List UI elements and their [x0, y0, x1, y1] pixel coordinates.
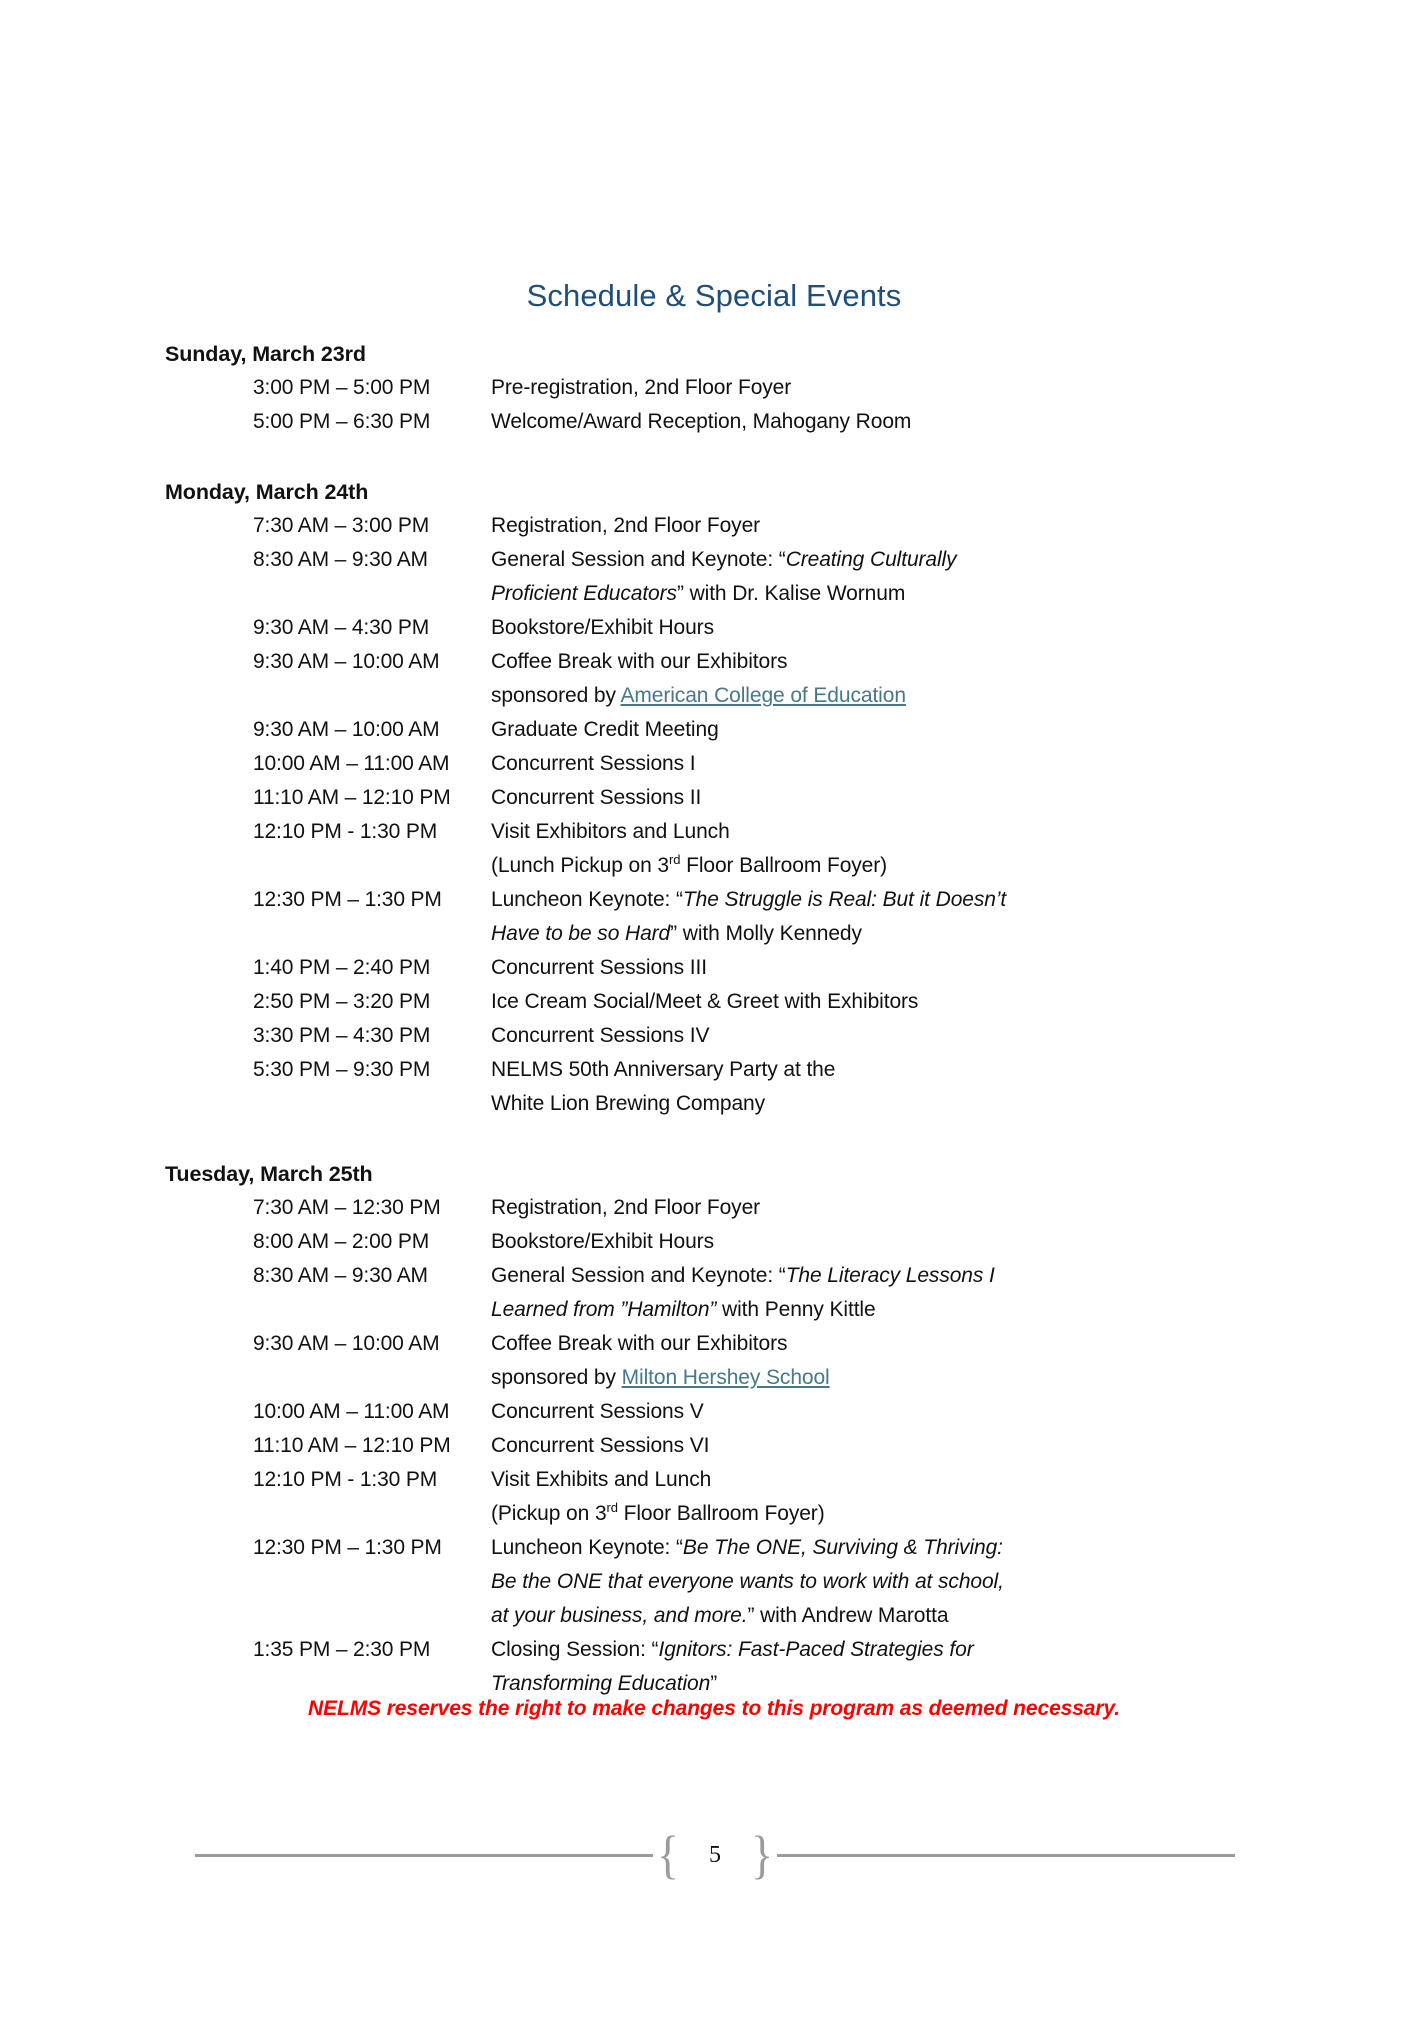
brace-left-icon: {	[656, 1825, 679, 1884]
footer-rule-left	[195, 1854, 653, 1857]
schedule-row	[165, 917, 1285, 951]
schedule-time: 1:40 PM – 2:40 PM	[253, 956, 431, 979]
schedule-row	[165, 1599, 1285, 1633]
schedule-time: 1:35 PM – 2:30 PM	[253, 1638, 431, 1661]
schedule-row	[165, 1531, 1285, 1565]
schedule-row	[165, 679, 1285, 713]
schedule-description: Have to be so Hard” with Molly Kennedy	[491, 922, 862, 945]
schedule-description: (Pickup on 3rd Floor Ballroom Foyer)	[491, 1500, 825, 1525]
schedule-time: 9:30 AM – 10:00 AM	[253, 650, 440, 673]
schedule-row	[165, 1565, 1285, 1599]
sponsor-link[interactable]: Milton Hershey School	[621, 1366, 830, 1389]
schedule-description: General Session and Keynote: “The Literacy Lessons I	[491, 1264, 995, 1287]
day-heading: Sunday, March 23rd	[165, 342, 366, 366]
schedule-row	[165, 1053, 1285, 1087]
schedule-time: 9:30 AM – 10:00 AM	[253, 718, 440, 741]
schedule-time: 11:10 AM – 12:10 PM	[253, 1434, 451, 1457]
schedule-description: Learned from ”Hamilton” with Penny Kittle	[491, 1298, 876, 1321]
schedule-row	[165, 543, 1285, 577]
schedule-row	[165, 1497, 1285, 1531]
schedule-row	[165, 883, 1285, 917]
schedule-description: at your business, and more.” with Andrew Marotta	[491, 1604, 949, 1627]
schedule-row	[165, 509, 1285, 543]
schedule-time: 8:30 AM – 9:30 AM	[253, 1264, 428, 1287]
schedule-time: 10:00 AM – 11:00 AM	[253, 752, 450, 775]
schedule-time: 3:30 PM – 4:30 PM	[253, 1024, 431, 1047]
schedule-description: NELMS 50th Anniversary Party at the	[491, 1058, 836, 1081]
schedule-time: 7:30 AM – 3:00 PM	[253, 514, 430, 537]
schedule-row	[165, 1019, 1285, 1053]
schedule-row	[165, 815, 1285, 849]
schedule-row	[165, 611, 1285, 645]
schedule-row	[165, 1633, 1285, 1667]
schedule-row	[165, 1361, 1285, 1395]
schedule-description: Luncheon Keynote: “Be The ONE, Surviving & Thriving:	[491, 1536, 1003, 1559]
schedule-description: Bookstore/Exhibit Hours	[491, 616, 714, 639]
schedule-row	[165, 1293, 1285, 1327]
schedule-description: Visit Exhibitors and Lunch	[491, 820, 730, 843]
day-rows	[165, 509, 1285, 1121]
schedule-time: 12:10 PM - 1:30 PM	[253, 820, 438, 843]
schedule-time: 12:30 PM – 1:30 PM	[253, 888, 442, 911]
schedule-description: Concurrent Sessions III	[491, 956, 707, 979]
schedule-description: Graduate Credit Meeting	[491, 718, 719, 741]
schedule-time: 5:30 PM – 9:30 PM	[253, 1058, 431, 1081]
schedule-row	[165, 1225, 1285, 1259]
day-block	[165, 475, 1285, 1121]
schedule-time: 7:30 AM – 12:30 PM	[253, 1196, 441, 1219]
schedule-description: Concurrent Sessions I	[491, 752, 696, 775]
schedule-time: 8:30 AM – 9:30 AM	[253, 548, 428, 571]
schedule-row	[165, 1191, 1285, 1225]
schedule-description: Pre-registration, 2nd Floor Foyer	[491, 376, 792, 399]
schedule-row	[165, 747, 1285, 781]
schedule-row	[165, 1087, 1285, 1121]
schedule-time: 3:00 PM – 5:00 PM	[253, 376, 431, 399]
schedule-description: Concurrent Sessions VI	[491, 1434, 710, 1457]
schedule-description: Proficient Educators” with Dr. Kalise Wornum	[491, 582, 906, 605]
day-spacer	[165, 1121, 1285, 1157]
day-heading: Tuesday, March 25th	[165, 1162, 373, 1186]
brace-right-icon: }	[751, 1825, 774, 1884]
schedule-row	[165, 1463, 1285, 1497]
footer-rule-right	[777, 1854, 1235, 1857]
schedule-description: Coffee Break with our Exhibitors	[491, 1332, 788, 1355]
page-number: 5	[709, 1841, 721, 1868]
schedule-description: Be the ONE that everyone wants to work with at school,	[491, 1570, 1004, 1593]
schedule-description: Transforming Education”	[491, 1672, 718, 1695]
schedule-time: 12:30 PM – 1:30 PM	[253, 1536, 442, 1559]
day-rows	[165, 1191, 1285, 1701]
schedule-description: Registration, 2nd Floor Foyer	[491, 1196, 761, 1219]
schedule-time: 2:50 PM – 3:20 PM	[253, 990, 431, 1013]
schedule-time: 8:00 AM – 2:00 PM	[253, 1230, 430, 1253]
schedule-description: Coffee Break with our Exhibitors	[491, 650, 788, 673]
day-block	[165, 1157, 1285, 1701]
day-heading: Monday, March 24th	[165, 480, 369, 504]
schedule-time: 11:10 AM – 12:10 PM	[253, 786, 451, 809]
schedule-row	[165, 1259, 1285, 1293]
schedule-time: 10:00 AM – 11:00 AM	[253, 1400, 450, 1423]
schedule-description: Visit Exhibits and Lunch	[491, 1468, 712, 1491]
schedule-description: Concurrent Sessions II	[491, 786, 702, 809]
schedule-description: General Session and Keynote: “Creating Culturally	[491, 548, 957, 571]
schedule-description: sponsored by American College of Education	[491, 684, 906, 707]
sponsor-link[interactable]: American College of Education	[620, 684, 906, 707]
schedule-description: (Lunch Pickup on 3rd Floor Ballroom Foyer)	[491, 852, 888, 877]
schedule-row	[165, 405, 1285, 439]
schedule-time: 5:00 PM – 6:30 PM	[253, 410, 431, 433]
schedule-row	[165, 713, 1285, 747]
schedule-row	[165, 1327, 1285, 1361]
schedule-row	[165, 371, 1285, 405]
schedule-row	[165, 849, 1285, 883]
schedule-description: sponsored by Milton Hershey School	[491, 1366, 830, 1389]
schedule-description: Ice Cream Social/Meet & Greet with Exhibitors	[491, 990, 919, 1013]
page-footer	[195, 1820, 1235, 1890]
schedule-row	[165, 1429, 1285, 1463]
schedule-time: 9:30 AM – 4:30 PM	[253, 616, 430, 639]
schedule-row	[165, 645, 1285, 679]
disclaimer-note: NELMS reserves the right to make changes to this program as deemed necessary.	[308, 1697, 1120, 1720]
schedule-list	[165, 337, 1285, 1701]
day-rows	[165, 371, 1285, 439]
day-spacer	[165, 439, 1285, 475]
day-block	[165, 337, 1285, 439]
schedule-row	[165, 951, 1285, 985]
schedule-description: Welcome/Award Reception, Mahogany Room	[491, 410, 912, 433]
schedule-row	[165, 985, 1285, 1019]
schedule-description: Concurrent Sessions V	[491, 1400, 704, 1423]
schedule-description: Bookstore/Exhibit Hours	[491, 1230, 714, 1253]
page-title: Schedule & Special Events	[526, 278, 902, 313]
schedule-row	[165, 577, 1285, 611]
schedule-row	[165, 781, 1285, 815]
schedule-row	[165, 1395, 1285, 1429]
schedule-time: 12:10 PM - 1:30 PM	[253, 1468, 438, 1491]
schedule-row	[165, 1667, 1285, 1701]
schedule-description: Closing Session: “Ignitors: Fast-Paced Strategies for	[491, 1638, 974, 1661]
schedule-description: White Lion Brewing Company	[491, 1092, 766, 1115]
schedule-description: Registration, 2nd Floor Foyer	[491, 514, 761, 537]
schedule-time: 9:30 AM – 10:00 AM	[253, 1332, 440, 1355]
schedule-description: Luncheon Keynote: “The Struggle is Real: But it Doesn’t	[491, 888, 1007, 911]
schedule-description: Concurrent Sessions IV	[491, 1024, 710, 1047]
